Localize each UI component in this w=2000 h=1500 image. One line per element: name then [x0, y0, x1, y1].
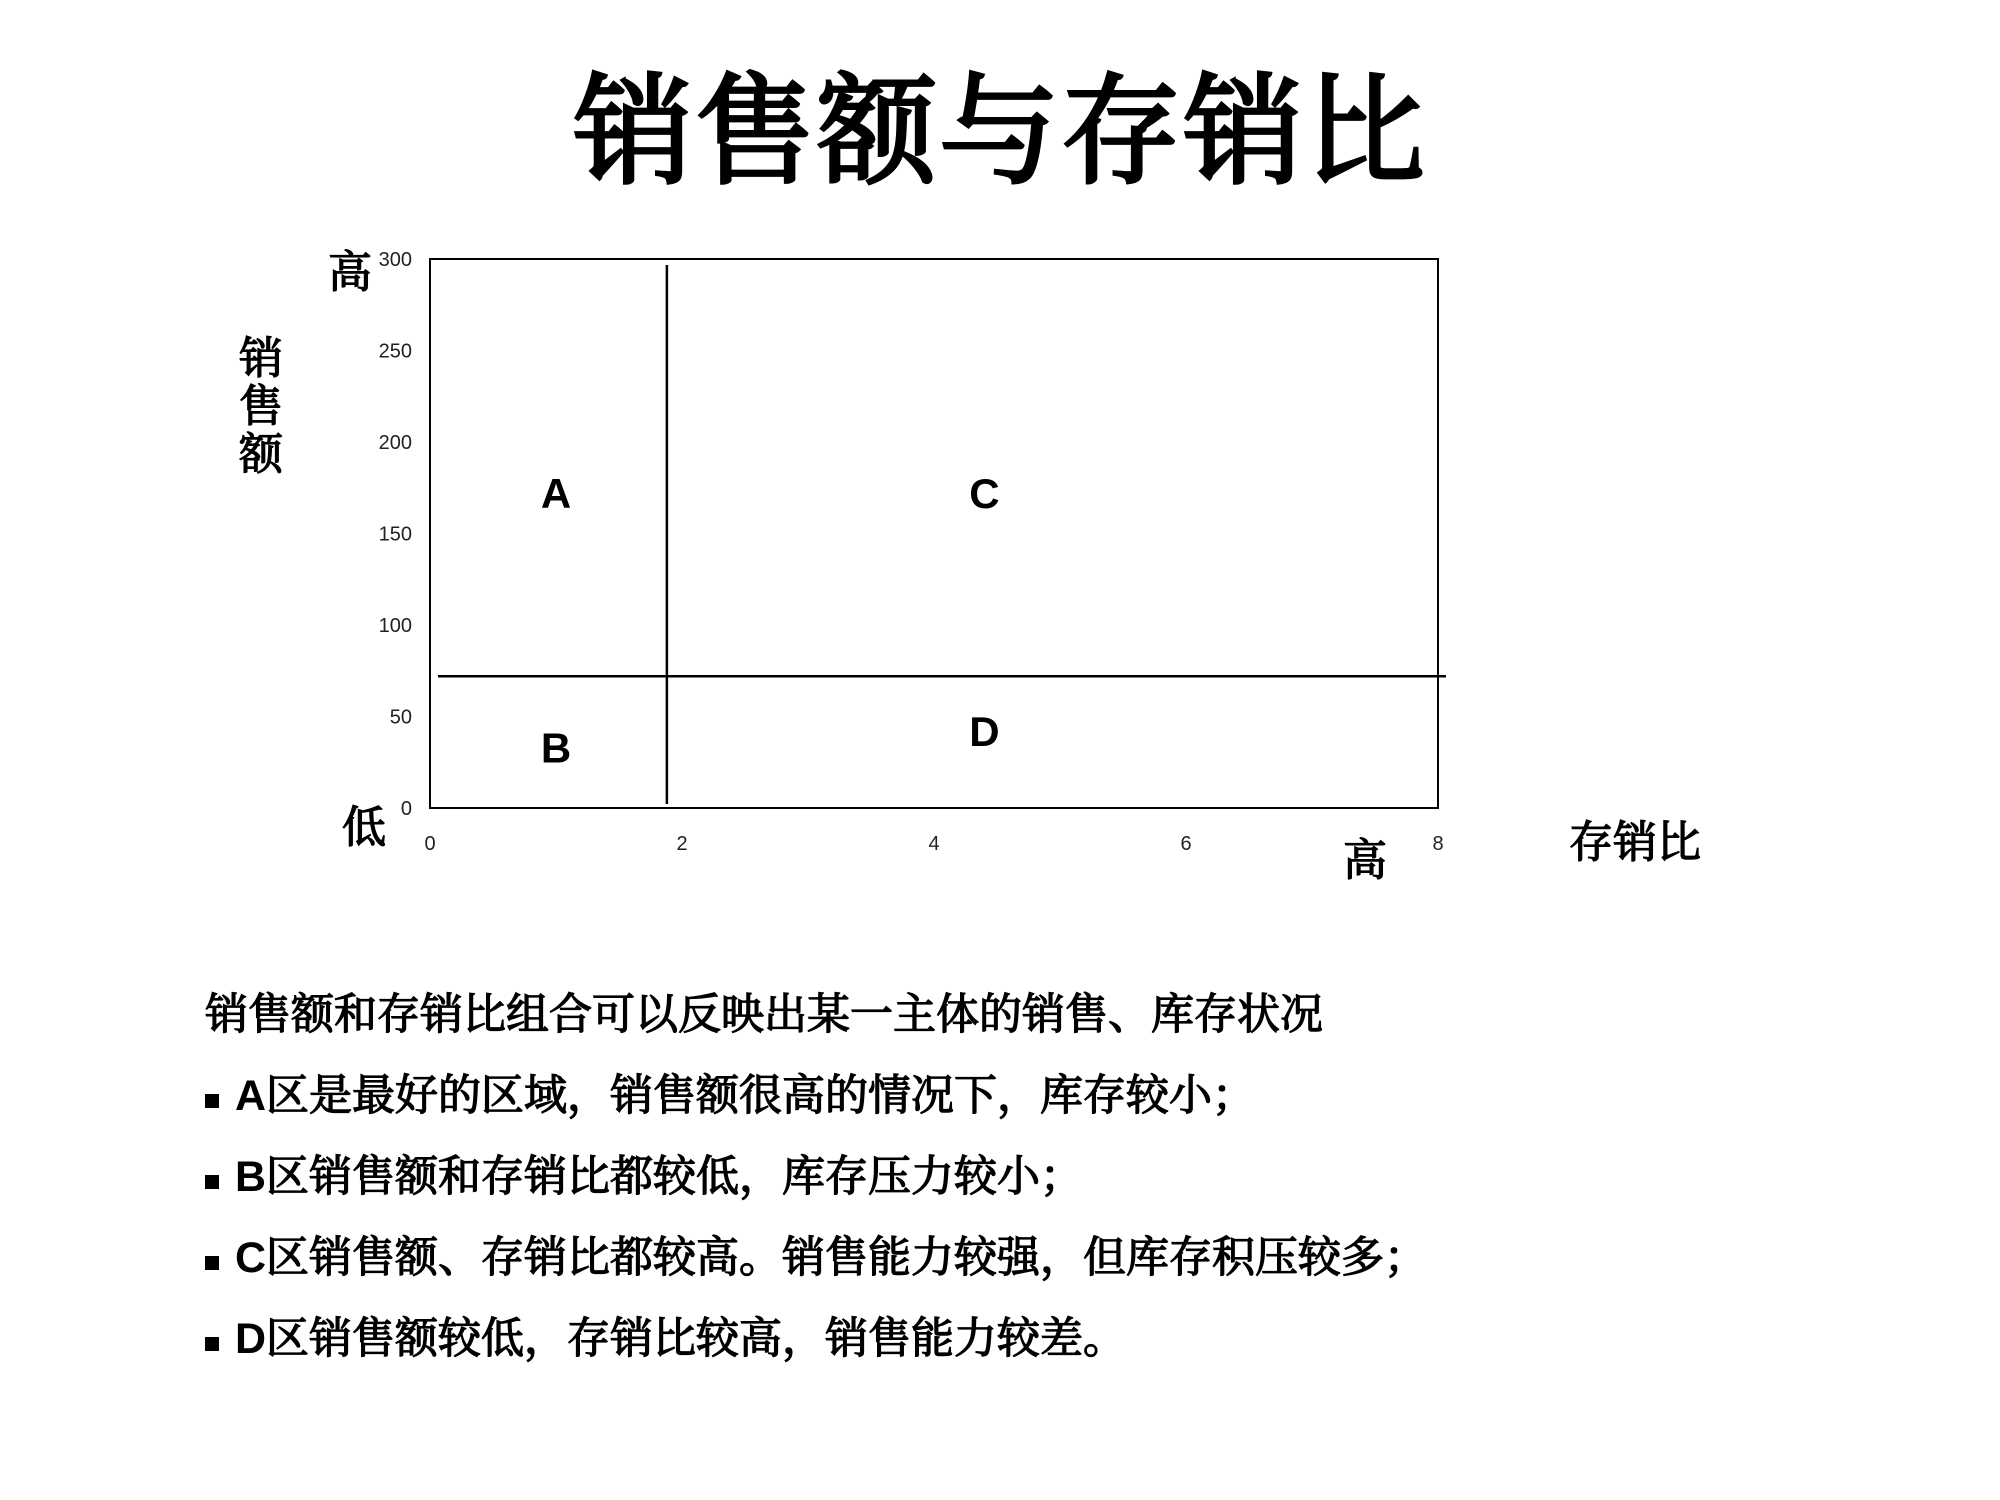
y-tick-label-150: 150 [378, 523, 412, 546]
axis-low-label: 低 [342, 803, 386, 852]
y-axis-high-label: 高 [328, 248, 372, 297]
quadrant-label-b: B [540, 724, 572, 772]
x-tick-label-0: 0 [424, 833, 436, 855]
x-tick-label-6: 6 [1180, 833, 1192, 855]
bullet-item-c [205, 1233, 1905, 1283]
x-tick-label-2: 2 [676, 833, 688, 855]
x-tick-label-4: 4 [928, 833, 940, 855]
quadrant-label-c: C [969, 470, 1000, 518]
plot-frame [430, 259, 1438, 808]
x-tick-label-8: 8 [1432, 833, 1444, 855]
y-tick-label-250: 250 [378, 340, 412, 363]
y-tick-label-100: 100 [378, 615, 412, 637]
y-tick-label-300: 300 [378, 249, 412, 271]
square-bullet-icon [205, 1175, 219, 1189]
bullet-item-a [205, 1071, 1905, 1121]
y-tick-label-200: 200 [378, 432, 412, 454]
square-bullet-icon [205, 1256, 219, 1270]
bullet-item-b [205, 1152, 1905, 1202]
description-block [205, 990, 1905, 1395]
quadrant-label-a: A [540, 470, 572, 518]
quadrant-label-d: D [969, 708, 1000, 756]
bullet-item-d [205, 1314, 1905, 1364]
x-axis-title: 存销比 [1569, 818, 1701, 867]
y-axis-title: 销售额 [239, 334, 283, 479]
y-tick-label-0: 0 [400, 798, 412, 820]
x-axis-high-label: 高 [1343, 836, 1387, 885]
square-bullet-icon [205, 1337, 219, 1351]
square-bullet-icon [205, 1094, 219, 1108]
intro-text: 销售额和存销比组合可以反映出某一主体的销售、库存状况 [205, 991, 1323, 1039]
bullet-text-b: B区销售额和存销比都较低，库存压力较小； [235, 1153, 1084, 1201]
bullet-text-c: C区销售额、存销比都较高。销售能力较强，但库存积压较多； [235, 1234, 1428, 1282]
bullet-text-d: D区销售额较低，存销比较高，销售能力较差。 [235, 1315, 1127, 1363]
slide-title: 销售额与存销比 [573, 65, 1427, 199]
y-tick-label-50: 50 [389, 706, 412, 729]
bullet-text-a: A区是最好的区域，销售额很高的情况下，库存较小； [235, 1072, 1256, 1120]
